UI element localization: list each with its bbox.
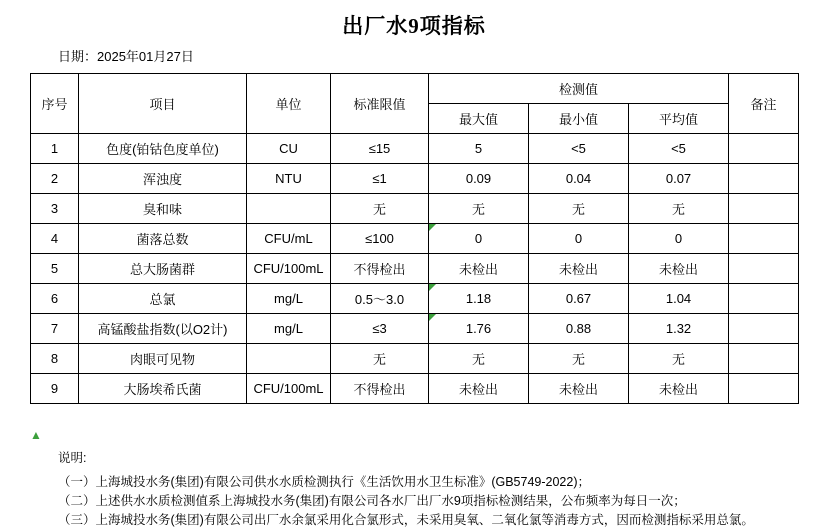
cell-remark (729, 254, 799, 284)
cell-no: 3 (31, 194, 79, 224)
cell-standard: 0.5～3.0 (331, 284, 429, 314)
cell-remark (729, 344, 799, 374)
cell-no: 1 (31, 134, 79, 164)
cell-avg: 0 (629, 224, 729, 254)
water-quality-table (30, 73, 799, 404)
page-title: 出厂水9项指标 (342, 14, 486, 38)
header-item: 项目 (79, 74, 247, 134)
cell-avg: 1.04 (629, 284, 729, 314)
cell-unit: mg/L (247, 314, 331, 344)
notes-heading: 说明: (58, 451, 87, 465)
green-corner-marker (429, 314, 436, 321)
table-head (31, 74, 799, 134)
note-line-2: （二）上述供水水质检测值系上海城投水务(集团)有限公司各水厂出厂水9项指标检测结果，公布频率为每日一次； (58, 494, 686, 508)
cell-no: 9 (31, 374, 79, 404)
cell-min: 0.88 (529, 314, 629, 344)
cell-max: 无 (429, 194, 529, 224)
cell-min: 0.67 (529, 284, 629, 314)
cell-unit: CFU/mL (247, 224, 331, 254)
cell-item: 臭和味 (79, 194, 247, 224)
cell-remark (729, 284, 799, 314)
cell-no: 4 (31, 224, 79, 254)
cell-min: 0.04 (529, 164, 629, 194)
cell-min: 无 (529, 344, 629, 374)
cell-max (429, 284, 529, 314)
cell-avg: 未检出 (629, 374, 729, 404)
cell-no: 8 (31, 344, 79, 374)
table-body (31, 134, 799, 404)
cell-max (429, 314, 529, 344)
header-standard: 标准限值 (331, 74, 429, 134)
cell-max: 未检出 (429, 254, 529, 284)
table-row (31, 284, 799, 314)
cell-no: 2 (31, 164, 79, 194)
cell-item: 肉眼可见物 (79, 344, 247, 374)
cell-unit: CU (247, 134, 331, 164)
header-no: 序号 (31, 74, 79, 134)
cell-remark (729, 374, 799, 404)
cell-max: 5 (429, 134, 529, 164)
cell-standard: 不得检出 (331, 254, 429, 284)
cell-min: 未检出 (529, 254, 629, 284)
header-min: 最小值 (529, 104, 629, 134)
table-row (31, 164, 799, 194)
green-corner-marker (429, 224, 436, 231)
cell-unit (247, 194, 331, 224)
cell-standard: 无 (331, 344, 429, 374)
header-avg: 平均值 (629, 104, 729, 134)
cell-min: 无 (529, 194, 629, 224)
cell-remark (729, 164, 799, 194)
note-line-3: （三）上海城投水务(集团)有限公司出厂水余氯采用化合氯形式，未采用臭氧、二氧化氯等消毒方式，因而检测指标采用总氯。 (58, 513, 754, 527)
cell-max-text: 0 (474, 231, 483, 246)
cell-avg: 1.32 (629, 314, 729, 344)
table-row (31, 374, 799, 404)
cell-item: 大肠埃希氏菌 (79, 374, 247, 404)
header-detection-group: 检测值 (429, 74, 729, 104)
cell-max: 无 (429, 344, 529, 374)
cell-item: 总氯 (79, 284, 247, 314)
table-row (31, 344, 799, 374)
cell-standard: 无 (331, 194, 429, 224)
cell-item: 菌落总数 (79, 224, 247, 254)
cell-item: 浑浊度 (79, 164, 247, 194)
cell-remark (729, 194, 799, 224)
cell-min: 未检出 (529, 374, 629, 404)
cell-unit (247, 344, 331, 374)
table-row (31, 194, 799, 224)
cell-avg: 未检出 (629, 254, 729, 284)
cell-max-text: 1.76 (465, 321, 492, 336)
table-row (31, 224, 799, 254)
cell-avg: 0.07 (629, 164, 729, 194)
green-marker-icon: ▲ (30, 428, 42, 442)
header-remark: 备注 (729, 74, 799, 134)
cell-unit: CFU/100mL (247, 374, 331, 404)
cell-unit: CFU/100mL (247, 254, 331, 284)
cell-standard: ≤1 (331, 164, 429, 194)
cell-item: 高锰酸盐指数(以O2计) (79, 314, 247, 344)
table-row (31, 254, 799, 284)
note-line-1: （一）上海城投水务(集团)有限公司供水水质检测执行《生活饮用水卫生标准》(GB5749-2022)； (58, 475, 590, 489)
cell-unit: mg/L (247, 284, 331, 314)
cell-max: 0.09 (429, 164, 529, 194)
report-date: 日期：2025年01月27日 (58, 49, 194, 64)
table-row (31, 134, 799, 164)
cell-standard: 不得检出 (331, 374, 429, 404)
cell-standard: ≤100 (331, 224, 429, 254)
cell-max: 未检出 (429, 374, 529, 404)
cell-item: 总大肠菌群 (79, 254, 247, 284)
header-max: 最大值 (429, 104, 529, 134)
cell-unit: NTU (247, 164, 331, 194)
cell-avg: 无 (629, 344, 729, 374)
cell-no: 6 (31, 284, 79, 314)
cell-min: <5 (529, 134, 629, 164)
cell-standard: ≤3 (331, 314, 429, 344)
table-row (31, 314, 799, 344)
cell-avg: <5 (629, 134, 729, 164)
cell-remark (729, 314, 799, 344)
cell-min: 0 (529, 224, 629, 254)
table-header-row-1 (31, 74, 799, 104)
cell-avg: 无 (629, 194, 729, 224)
header-unit: 单位 (247, 74, 331, 134)
cell-standard: ≤15 (331, 134, 429, 164)
cell-no: 7 (31, 314, 79, 344)
cell-remark (729, 224, 799, 254)
cell-no: 5 (31, 254, 79, 284)
cell-max-text: 1.18 (465, 291, 492, 306)
cell-max (429, 224, 529, 254)
notes-section (30, 426, 828, 530)
cell-remark (729, 134, 799, 164)
green-corner-marker (429, 284, 436, 291)
cell-item: 色度(铂钴色度单位) (79, 134, 247, 164)
